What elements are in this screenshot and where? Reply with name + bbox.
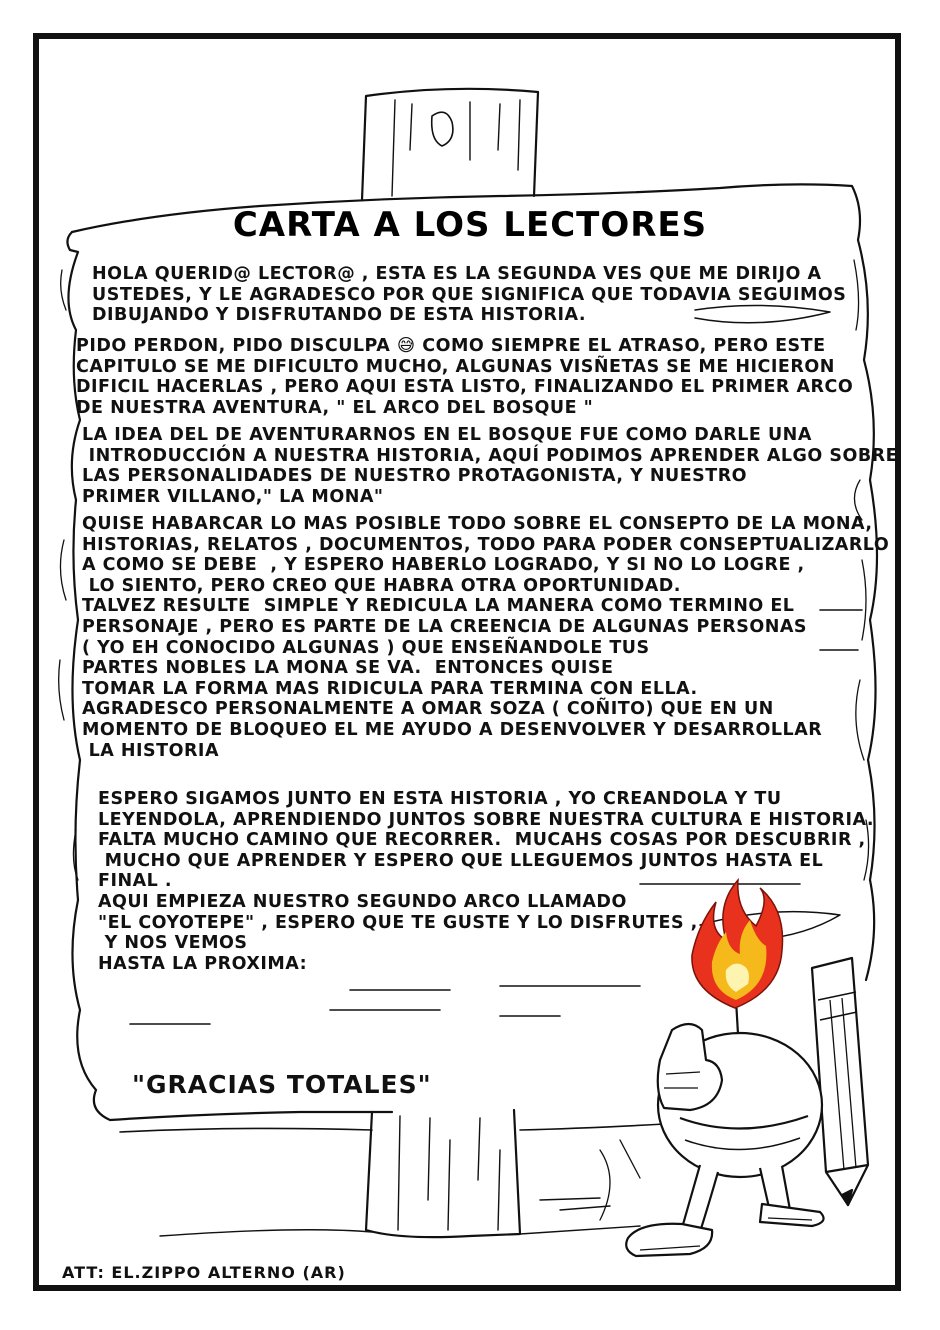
- letter-line: HASTA LA PROXIMA:: [98, 953, 308, 974]
- letter-line: PARTES NOBLES LA MONA SE VA. ENTONCES QUISE: [82, 658, 614, 679]
- letter-line: ( YO EH CONOCIDO ALGUNAS ) QUE ENSEÑANDOLE TUS: [82, 637, 650, 658]
- letter-line: DIFICIL HACERLAS , PERO AQUI ESTA LISTO, FINALIZANDO EL PRIMER ARCO: [76, 377, 854, 398]
- closing-thanks: "GRACIAS TOTALES": [132, 1070, 432, 1099]
- letter-line: FINAL .: [98, 871, 173, 892]
- letter-line: LAS PERSONALIDADES DE NUESTRO PROTAGONISTA, Y NUESTRO: [82, 466, 748, 487]
- letter-line: MUCHO QUE APRENDER Y ESPERO QUE LLEGUEMOS JUNTOS HASTA EL: [98, 850, 824, 871]
- letter-line: QUISE HABARCAR LO MAS POSIBLE TODO SOBRE EL CONSEPTO DE LA MONA,: [82, 514, 873, 534]
- letter-line: TALVEZ RESULTE SIMPLE Y REDICULA LA MANERA COMO TERMINO EL: [82, 596, 795, 617]
- page-title: CARTA A LOS LECTORES: [232, 205, 708, 245]
- letter-paragraph: [76, 336, 853, 418]
- letter-line: USTEDES, Y LE AGRADESCO POR QUE SIGNIFICA QUE TODAVIA SEGUIMOS: [92, 284, 847, 305]
- letter-line: LA HISTORIA: [82, 740, 219, 761]
- letter-line: HOLA QUERID@ LECTOR@ , ESTA ES LA SEGUNDA VES QUE ME DIRIJO A: [92, 264, 822, 284]
- letter-paragraph: [82, 425, 898, 507]
- sign-bottom-post: [366, 1110, 520, 1237]
- letter-line: INTRODUCCIÓN A NUESTRA HISTORIA, AQUÍ PODIMOS APRENDER ALGO SOBRE: [82, 445, 899, 466]
- letter-line: LA IDEA DEL DE AVENTURARNOS EN EL BOSQUE FUE COMO DARLE UNA: [82, 425, 812, 445]
- letter-paragraph: [98, 789, 874, 974]
- letter-line: AGRADESCO PERSONALMENTE A OMAR SOZA ( COÑITO) QUE EN UN: [82, 699, 774, 720]
- letter-line: PERSONAJE , PERO ES PARTE DE LA CREENCIA DE ALGUNAS PERSONAS: [82, 616, 808, 637]
- letter-line: CAPITULO SE ME DIFICULTO MUCHO, ALGUNAS VISÑETAS SE ME HICIERON: [76, 356, 835, 377]
- letter-line: FALTA MUCHO CAMINO QUE RECORRER. MUCAHS COSAS POR DESCUBRIR ,: [98, 830, 866, 851]
- letter-line: ESPERO SIGAMOS JUNTO EN ESTA HISTORIA , YO CREANDOLA Y TU: [98, 789, 782, 809]
- letter-line: AQUI EMPIEZA NUESTRO SEGUNDO ARCO LLAMADO: [98, 891, 627, 912]
- letter-line: DE NUESTRA AVENTURA, " EL ARCO DEL BOSQUE ": [76, 397, 594, 418]
- letter-paragraph: [92, 264, 846, 326]
- letter-line: TOMAR LA FORMA MAS RIDICULA PARA TERMINA CON ELLA.: [82, 678, 698, 699]
- letter-paragraph: [82, 514, 889, 761]
- letter-line: PIDO PERDON, PIDO DISCULPA 😅 COMO SIEMPRE EL ATRASO, PERO ESTE: [76, 336, 826, 356]
- pencil-icon: [812, 958, 868, 1205]
- letter-line: "EL COYOTEPE" , ESPERO QUE TE GUSTE Y LO DISFRUTES ,: [98, 912, 698, 933]
- signature: ATT: EL.ZIPPO ALTERNO (AR): [62, 1263, 346, 1282]
- letter-line: LO SIENTO, PERO CREO QUE HABRA OTRA OPORTUNIDAD.: [82, 575, 681, 596]
- letter-line: DIBUJANDO Y DISFRUTANDO DE ESTA HISTORIA.: [92, 305, 587, 326]
- letter-line: LEYENDOLA, APRENDIENDO JUNTOS SOBRE NUESTRA CULTURA E HISTORIA.: [98, 809, 874, 830]
- letter-line: MOMENTO DE BLOQUEO EL ME AYUDO A DESENVOLVER Y DESARROLLAR: [82, 719, 823, 740]
- letter-line: PRIMER VILLANO," LA MONA": [82, 486, 384, 507]
- letter-line: Y NOS VEMOS: [98, 933, 248, 954]
- letter-line: HISTORIAS, RELATOS , DOCUMENTOS, TODO PARA PODER CONSEPTUALIZARLO: [82, 534, 890, 555]
- letter-line: A COMO SE DEBE , Y ESPERO HABERLO LOGRADO, Y SI NO LO LOGRE ,: [82, 555, 805, 576]
- sign-top-post: [362, 89, 538, 200]
